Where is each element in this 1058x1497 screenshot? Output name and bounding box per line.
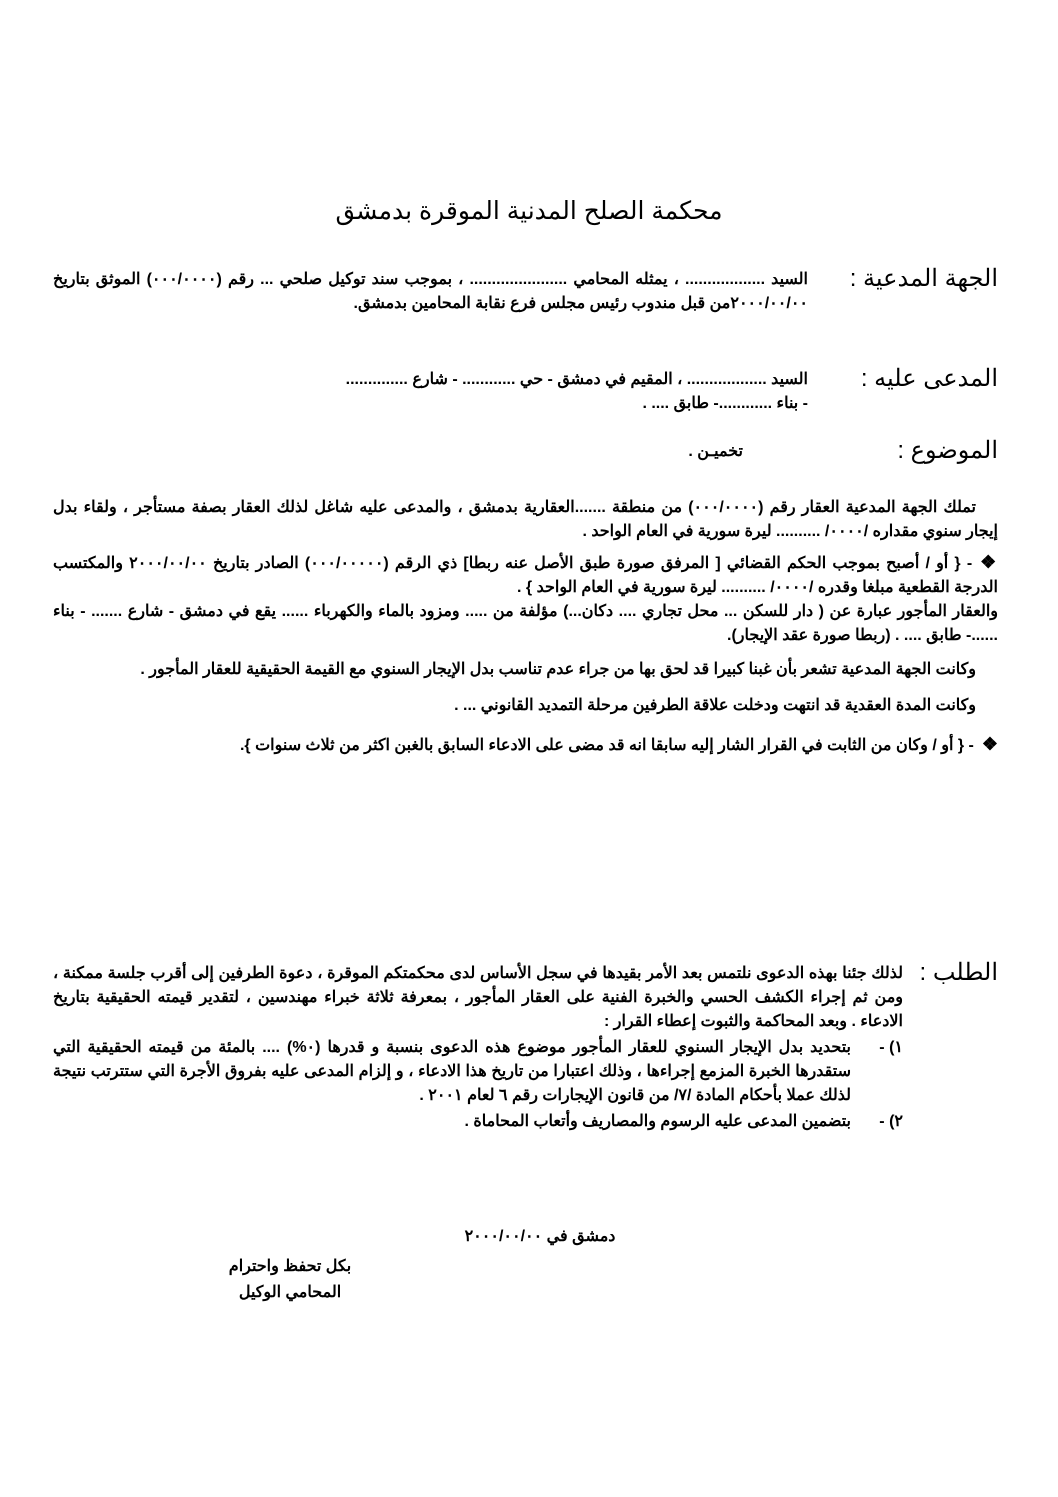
- paragraph-judgment: ❖- { أو / أصبح بموجب الحكم القضائي [ المرفق صورة طبق الأصل عنه ربطا] ذي الرقم (٠٠٠/٠٠٠٠٠) الصادر بتاريخ ٢٠٠٠/٠٠/٠٠ والمكتسب الدرجة القطعية مبلغا وقدره /٠٠٠٠/ .......... ليرة سورية في العام الواحد } .: [53, 552, 999, 596]
- request-item-number: ١) -: [879, 1039, 903, 1056]
- request-intro: لذلك جئنا بهذه الدعوى نلتمس بعد الأمر بقيدها في سجل الأساس لدى محكمتكم الموقرة ، دعوة الطرفين إلى أقرب جلسة ممكنة ، ومن ثم إجراء الكشف الحسي والخبرة الفنية على العقار المأجور ، بمعرفة ثلاثة خبراء مهندسين ، لتقدير قيمته الحقيقية بتاريخ الادعاء . وبعد المحاكمة والثبوت إعطاء القرار :: [53, 965, 903, 1030]
- subject-section: [53, 437, 998, 470]
- defendant-line-1: السيد .................. ، المقيم في دمشق - حي ............ - شارع ..............: [345, 371, 808, 388]
- signatory: المحامي الوكيل: [238, 1284, 342, 1301]
- defendant-line-2: - بناء ............- طابق .... .: [642, 395, 808, 412]
- subject-label: الموضوع :: [897, 437, 998, 464]
- plaintiff-label: الجهة المدعية :: [849, 265, 998, 292]
- body-text: [53, 496, 998, 758]
- bullet-icon: ❖: [980, 552, 999, 572]
- plaintiff-text: السيد .................. ، يمثله المحامي ...................... ، بموجب سند توكيل صلحي ... رقم (٠٠٠/٠٠٠٠) الموثق بتاريخ ٢٠٠٠/٠٠/٠٠من قبل مندوب رئيس مجلس فرع نقابة المحامين بدمشق.: [53, 271, 808, 312]
- bullet-icon: ❖: [981, 734, 998, 754]
- request-item: [53, 1036, 903, 1108]
- date-line: دمشق في ٢٠٠٠/٠٠/٠٠: [464, 1228, 616, 1245]
- plaintiff-section: [53, 265, 998, 348]
- paragraph-contract-expiry: وكانت المدة العقدية قد انتهت ودخلت علاقة الطرفين مرحلة التمديد القانوني ... .: [454, 697, 976, 714]
- defendant-label: المدعى عليه :: [860, 365, 998, 392]
- subject-text: تخميـن .: [688, 443, 743, 460]
- paragraph-prior-claim: ❖- { أو / وكان من الثابت في القرار الشار إليه سابقا انه قد مضى على الادعاء السابق بالغبن اكثر من ثلاث سنوات }.: [239, 734, 998, 754]
- request-body: [53, 962, 903, 1134]
- signature-block: [190, 1254, 390, 1306]
- closing-phrase: بكل تحفظ واحترام: [228, 1258, 352, 1275]
- court-title: محكمة الصلح المدنية الموقرة بدمشق: [335, 197, 723, 225]
- paragraph-ownership: تملك الجهة المدعية العقار رقم (٠٠٠/٠٠٠٠) من منطقة .......العقارية بدمشق ، والمدعى عليه شاغل لذلك العقار بصفة مستأجر ، ولقاء بدل إيجار سنوي مقداره /٠٠٠٠/ .......... ليرة سورية في العام الواحد .: [53, 499, 998, 540]
- paragraph-property-description: والعقار المأجور عبارة عن ( دار للسكن ... محل تجاري .... دكان...) مؤلفة من ..... ومزود بالماء والكهرباء ...... يقع في دمشق - شارع ....... - بناء ......- طابق .... . (ربطا صورة عقد الإيجار).: [53, 603, 998, 644]
- request-item-text: بتحديد بدل الإيجار السنوي للعقار المأجور موضوع هذه الدعوى بنسبة و قدرها (٠%) .... بالمئة من قيمته الحقيقية التي ستقدرها الخبرة المزمع إجراءها ، وذلك اعتبارا من تاريخ هذا الادعاء ، و إلزام المدعى عليه بفروق الأجرة التي ستترتب نتيجة لذلك عملا بأحكام المادة /٧/ من قانون الإيجارات رقم ٦ لعام ٢٠٠١ .: [53, 1039, 851, 1104]
- defendant-section: [53, 365, 998, 418]
- paragraph-loss: وكانت الجهة المدعية تشعر بأن غبنا كبيرا قد لحق بها من جراء عدم تناسب بدل الإيجار السنوي مع القيمة الحقيقية للعقار المأجور .: [140, 661, 976, 678]
- defendant-text: [53, 368, 808, 416]
- request-label: الطلب :: [919, 959, 998, 986]
- request-section: [53, 959, 998, 1222]
- request-item-text: بتضمين المدعى عليه الرسوم والمصاريف وأتعاب المحاماة .: [464, 1113, 851, 1130]
- request-item: [53, 1110, 903, 1134]
- request-item-number: ٢) -: [879, 1113, 903, 1130]
